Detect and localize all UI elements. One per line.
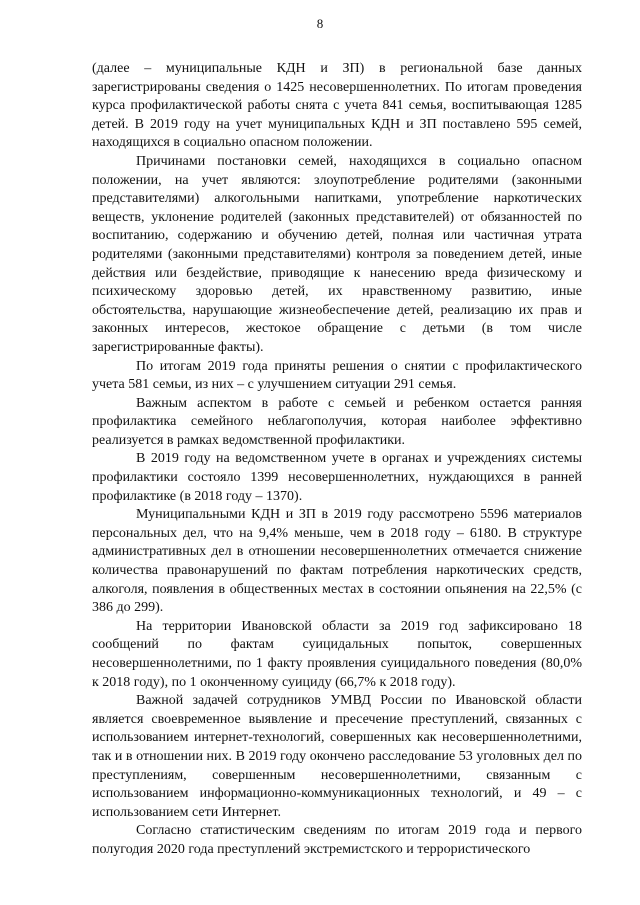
- paragraph-9: Согласно статистическим сведениям по итогам 2019 года и первого полугодия 2020 года преступлений экстремистского и террористического: [92, 823, 582, 857]
- paragraph-7: На территории Ивановской области за 2019 год зафиксировано 18 сообщений по фактам суицидальных попыток, совершенных несовершеннолетними, по 1 факту проявления суицидального поведения (80,0% к 2018 году), по 1 оконченному суициду (66,7% к 2018 году).: [92, 618, 582, 690]
- page-number: 8: [316, 16, 324, 31]
- paragraph-3: По итогам 2019 года приняты решения о снятии с профилактического учета 581 семьи, из них – с улучшением ситуации 291 семья.: [92, 358, 582, 393]
- paragraph-5: В 2019 году на ведомственном учете в органах и учреждениях системы профилактики состояло 1399 несовершеннолетних, нуждающихся в ранней профилактике (в 2018 году – 1370).: [92, 451, 582, 504]
- paragraph-6: Муниципальными КДН и ЗП в 2019 году рассмотрено 5596 материалов персональных дел, что на 9,4% меньше, чем в 2018 году – 6180. В структуре административных дел в отношении несовершеннолетних отмечается снижение количества правонарушений по фактам потребления наркотических средств, алкоголя, появления в общественных местах в состоянии опьянения на 22,5% (с 386 до 299).: [92, 507, 582, 616]
- paragraph-4: Важным аспектом в работе с семьей и ребенком остается ранняя профилактика семейного неблагополучия, которая наиболее эффективно реализуется в рамках ведомственной профилактики.: [92, 395, 582, 448]
- paragraph-2: Причинами постановки семей, находящихся в социально опасном положении, на учет являются: злоупотребление родителями (законными представителями) алкогольными напитками, употребление наркотических веществ, уклонение родителей (законных представителей) от обязанностей по воспитанию, содержанию и обучению детей, полная или частичная утрата родителями (законными представителями) контроля за поведением детей, иные действия или бездействие, приводящие к нанесению вреда физическому и психическому здоровью детей, их нравственному развитию, иные обстоятельства, нарушающие жизнеобеспечение детей, реализацию их прав и законных интересов, жестокое обращение с детьми (в том числе зарегистрированные факты).: [92, 153, 582, 355]
- paragraph-1: (далее – муниципальные КДН и ЗП) в региональной базе данных зарегистрированы сведения о 1425 несовершеннолетних. По итогам проведения курса профилактической работы снята с учета 841 семья, воспитывающая 1285 детей. В 2019 году на учет муниципальных КДН и ЗП поставлено 595 семей, находящихся в социально опасном положении.: [92, 61, 582, 151]
- paragraph-8: Важной задачей сотрудников УМВД России по Ивановской области является своевременное выявление и пресечение преступлений, связанных с использованием интернет-технологий, совершенных как несовершеннолетними, так и в отношении них. В 2019 году окончено расследование 53 уголовных дел по преступлениям, совершенным несовершеннолетними, связанным с использованием информационно-коммуникационных технологий, и 49 – с использованием сети Интернет.: [92, 693, 582, 820]
- document-body: [92, 60, 582, 860]
